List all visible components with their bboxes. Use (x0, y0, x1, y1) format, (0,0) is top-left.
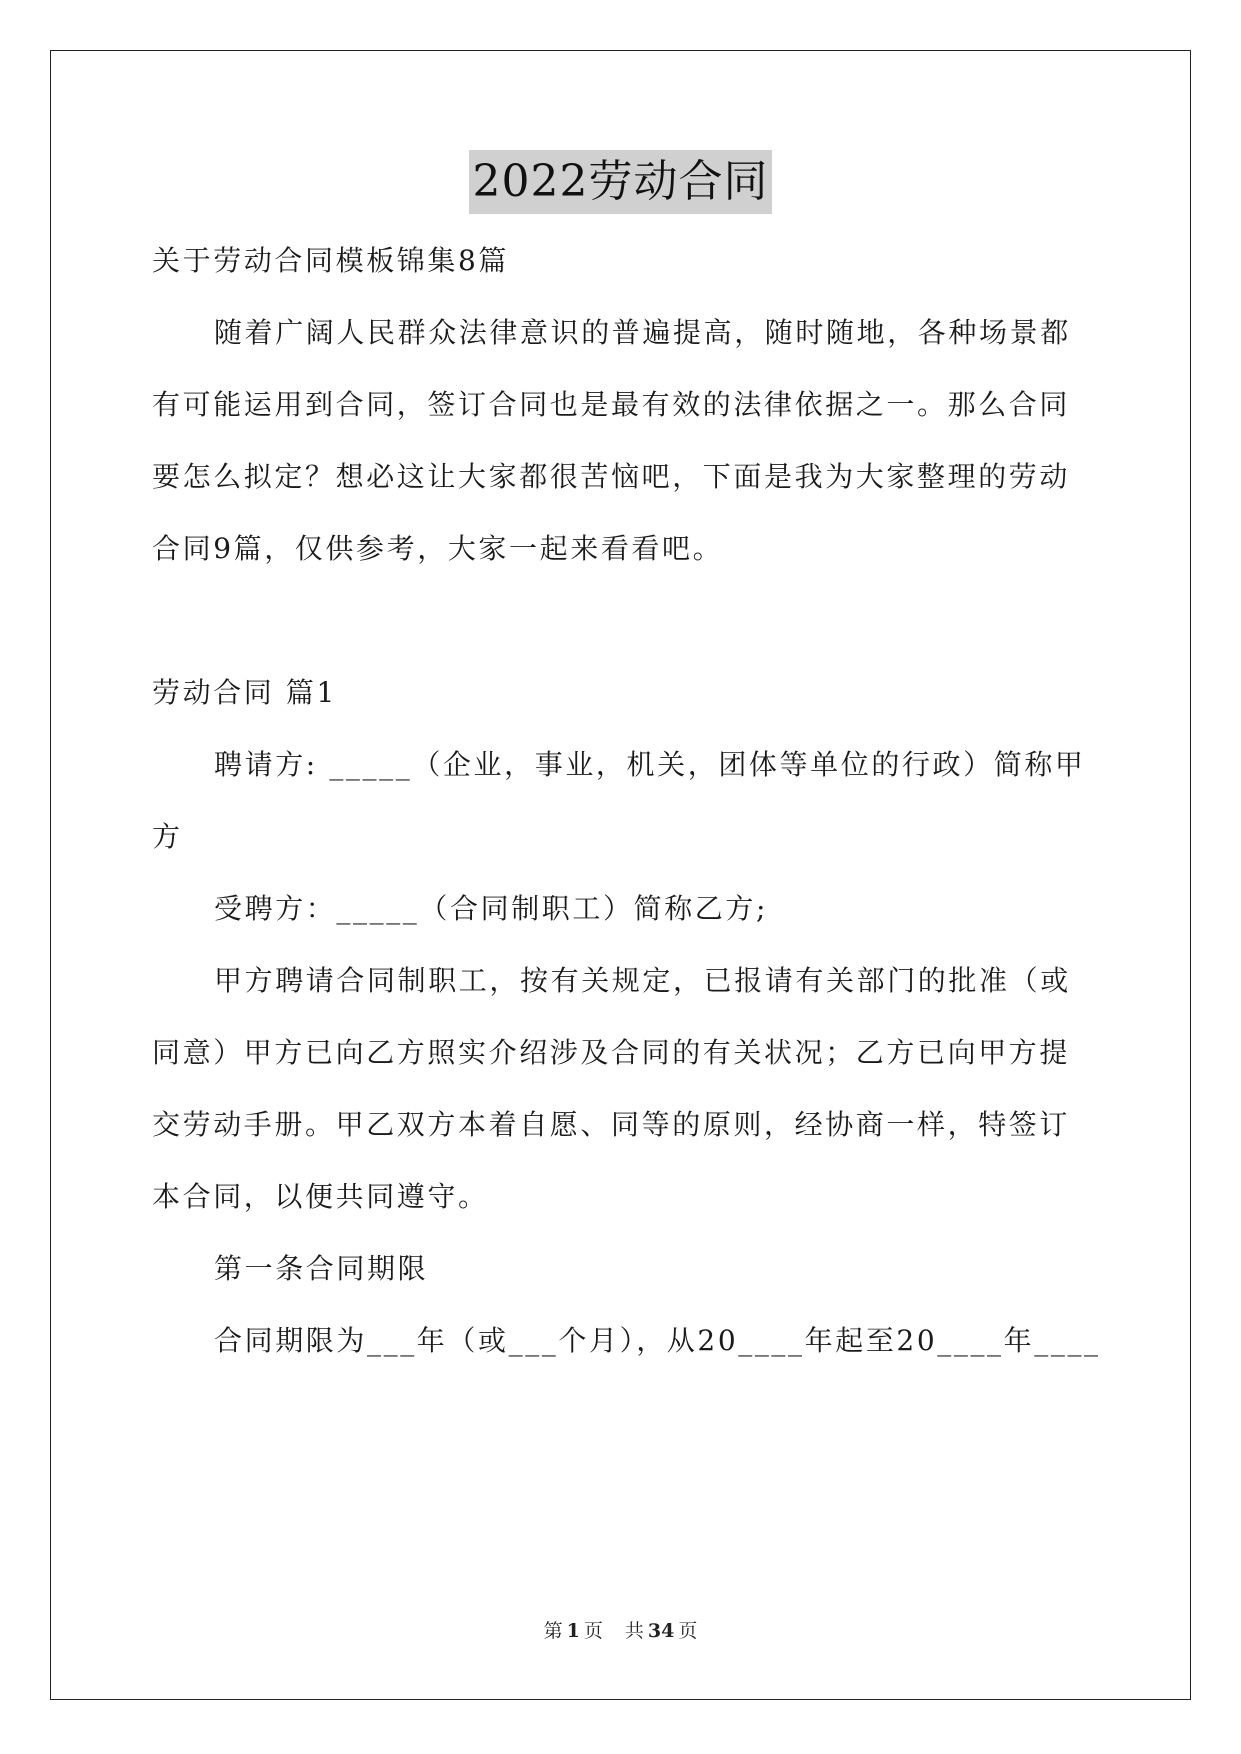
page-footer (0, 1617, 1241, 1645)
page-total: 共 34 页 (624, 1620, 698, 1642)
document-title: 2022劳动合同 (469, 150, 773, 214)
paragraph-line: 有可能运用到合同，签订合同也是最有效的法律依据之一。那么合同 (152, 388, 1071, 421)
paragraph-line: 要怎么拟定？想必这让大家都很苦恼吧，下面是我为大家整理的劳动 (152, 460, 1071, 493)
paragraph-line: 合同期限为___年（或___个月），从20____年起至20____年____ (214, 1324, 1101, 1357)
page-number: 第 1 页 (543, 1620, 603, 1642)
paragraph-line: 合同9篇，仅供参考，大家一起来看看吧。 (152, 532, 724, 565)
paragraph-line: 聘请方: _____（企业，事业，机关，团体等单位的行政）简称甲 (214, 748, 1086, 781)
paragraph-line: 受聘方：_____（合同制职工）简称乙方; (214, 892, 769, 925)
page-border (50, 50, 1191, 1700)
paragraph-line: 方 (152, 820, 183, 853)
paragraph-line: 同意）甲方已向乙方照实介绍涉及合同的有关状况；乙方已向甲方提 (152, 1036, 1071, 1069)
paragraph-line: 本合同，以便共同遵守。 (152, 1180, 489, 1213)
paragraph-line: 交劳动手册。甲乙双方本着自愿、同等的原则，经协商一样，特签订 (152, 1108, 1071, 1141)
paragraph-line: 甲方聘请合同制职工，按有关规定，已报请有关部门的批准（或 (214, 964, 1071, 997)
title-container (0, 150, 1241, 214)
clause-heading: 第一条合同期限 (214, 1252, 429, 1285)
document-subtitle: 关于劳动合同模板锦集8篇 (152, 244, 510, 277)
paragraph-line: 随着广阔人民群众法律意识的普遍提高，随时随地，各种场景都 (214, 316, 1071, 349)
section-heading: 劳动合同 篇1 (152, 676, 337, 709)
